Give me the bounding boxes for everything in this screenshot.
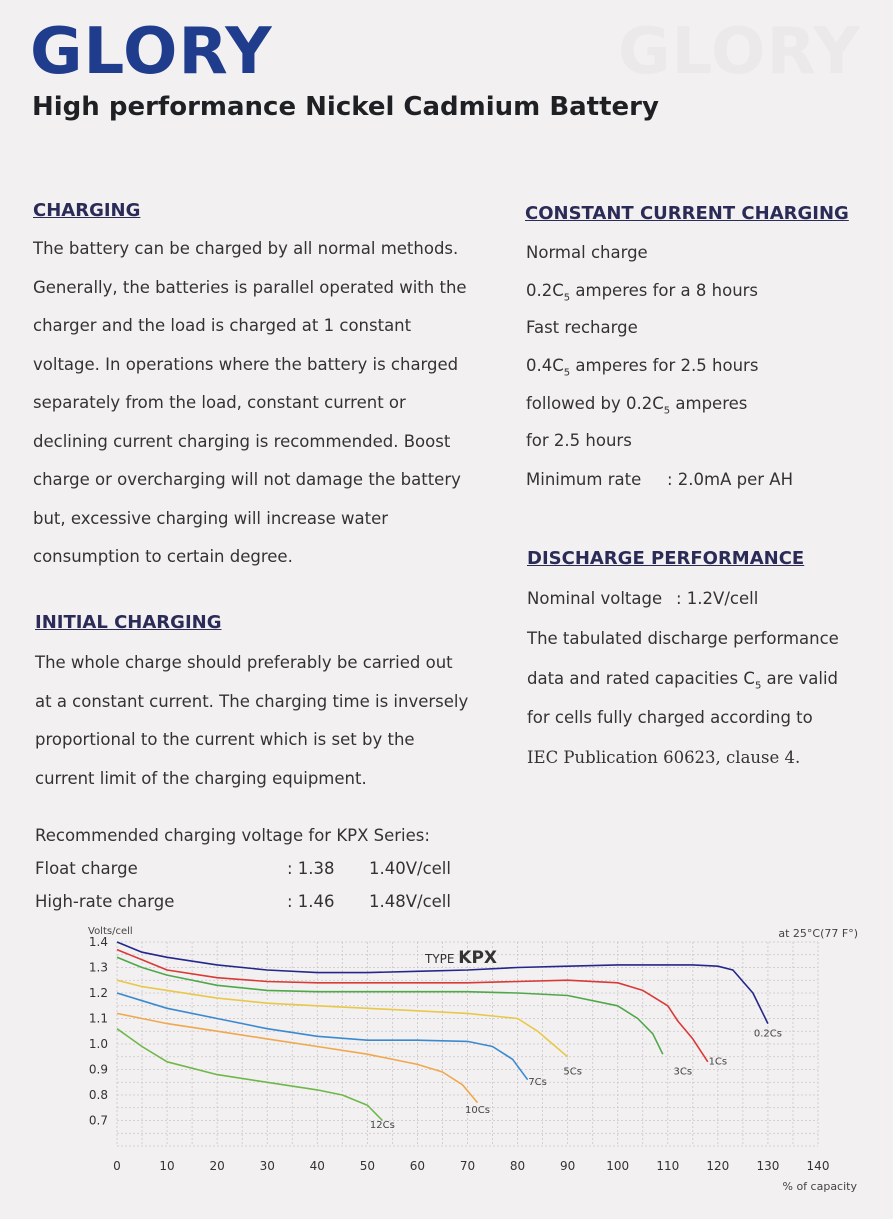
high-rate-charge-label: High-rate charge	[35, 892, 175, 911]
nominal-voltage-label: Nominal voltage	[527, 589, 663, 608]
x-tick-label: 120	[706, 1159, 730, 1173]
followed-by-line	[526, 394, 747, 416]
charging-line: consumption to certain degree.	[33, 547, 293, 566]
initial-line: The whole charge should preferably be carried out	[35, 653, 453, 672]
subscript: 5	[563, 292, 571, 304]
fast-recharge-label: Fast recharge	[526, 318, 638, 337]
y-tick-label: 1.1	[88, 1011, 108, 1026]
y-tick-label: 0.8	[88, 1088, 108, 1102]
float-charge-max: 1.40V/cell	[369, 859, 451, 878]
charging-line: Generally, the batteries is parallel operated with the	[33, 277, 467, 297]
initial-line: at a constant current. The charging time is inversely	[35, 691, 469, 711]
nominal-voltage-value: : 1.2V/cell	[676, 589, 759, 608]
y-axis-ticks	[89, 935, 108, 1128]
x-tick-label: 40	[309, 1159, 325, 1173]
rate-text: 0.2C	[526, 281, 564, 300]
high-rate-charge-min: : 1.46	[287, 892, 335, 911]
discharge-heading: DISCHARGE PERFORMANCE	[527, 548, 805, 569]
float-charge-label: Float charge	[35, 859, 138, 878]
subscript: 5	[563, 367, 571, 379]
type-label	[424, 948, 497, 968]
charging-line: The battery can be charged by all normal methods.	[33, 239, 459, 258]
discharge-line: IEC Publication 60623, clause 4.	[527, 748, 801, 767]
series-label: 7Cs	[528, 1076, 547, 1088]
series-label: 1Cs	[708, 1056, 728, 1068]
charging-line: separately from the load, constant current or	[33, 393, 406, 412]
charging-line: declining current charging is recommended. Boost	[33, 431, 451, 451]
series-label: 5Cs	[563, 1066, 582, 1078]
x-axis-ticks	[113, 1159, 829, 1173]
charging-heading: CHARGING	[33, 200, 141, 221]
discharge-line	[527, 669, 838, 691]
charging-line: charge or overcharging will not damage the battery	[33, 470, 461, 489]
x-tick-label: 10	[159, 1159, 175, 1173]
subscript: 5	[663, 405, 671, 417]
x-tick-label: 60	[409, 1159, 426, 1173]
y-tick-label: 0.7	[88, 1113, 108, 1128]
series-label: 3Cs	[673, 1066, 693, 1078]
rate-text: amperes for 2.5 hours	[570, 356, 759, 375]
y-tick-label: 1.3	[88, 960, 108, 975]
charging-paragraph	[33, 230, 467, 577]
series-line	[117, 1013, 478, 1102]
series-label: 12Cs	[369, 1120, 395, 1132]
x-tick-label: 20	[209, 1159, 225, 1173]
page-subtitle: High performance Nickel Cadmium Battery	[32, 92, 659, 122]
float-charge-min: : 1.38	[287, 859, 335, 878]
x-tick-label: 110	[656, 1159, 680, 1173]
rate-text: amperes	[670, 394, 748, 413]
initial-line: proportional to the current which is set by the	[35, 730, 415, 749]
constant-current-heading: CONSTANT CURRENT CHARGING	[525, 203, 849, 224]
rate-text: 0.4C	[526, 356, 564, 375]
x-tick-label: 100	[606, 1159, 630, 1173]
y-tick-label: 0.9	[88, 1062, 108, 1077]
rate-text: followed by 0.2C	[526, 394, 664, 413]
x-tick-label: 0	[113, 1159, 121, 1173]
y-tick-label: 1.2	[88, 986, 108, 1000]
x-tick-label: 30	[259, 1159, 275, 1173]
initial-charging-paragraph	[35, 644, 468, 798]
x-tick-label: 80	[509, 1159, 526, 1173]
series-label: 10Cs	[465, 1104, 490, 1116]
high-rate-charge-max: 1.48V/cell	[369, 892, 451, 911]
discharge-text: are valid	[761, 669, 839, 688]
normal-charge-rate	[526, 281, 758, 303]
for-hours-line: for 2.5 hours	[526, 431, 632, 450]
x-tick-label: 50	[359, 1159, 375, 1173]
discharge-chart	[0, 920, 893, 1219]
rate-text: amperes for a 8 hours	[570, 281, 759, 300]
type-name: KPX	[458, 948, 498, 968]
y-tick-label: 1.4	[88, 935, 108, 949]
discharge-text: data and rated capacities C	[527, 669, 755, 688]
x-tick-label: 140	[806, 1159, 830, 1173]
series-labels	[370, 1028, 782, 1131]
discharge-line: for cells fully charged according to	[527, 708, 813, 727]
x-tick-label: 90	[560, 1159, 576, 1173]
minimum-rate-label: Minimum rate	[526, 470, 642, 489]
charging-line: but, excessive charging will increase water	[33, 508, 389, 528]
recommended-intro: Recommended charging voltage for KPX Series:	[35, 826, 430, 845]
charging-line: voltage. In operations where the battery is charged	[33, 354, 459, 374]
charging-line: charger and the load is charged at 1 constant	[33, 316, 412, 335]
subscript: 5	[754, 680, 762, 692]
initial-line: current limit of the charging equipment.	[35, 768, 367, 788]
series-label: 0.2Cs	[753, 1028, 782, 1040]
brand-watermark: GLORY	[618, 15, 861, 89]
type-prefix: TYPE	[425, 952, 459, 966]
x-tick-label: 70	[459, 1159, 476, 1173]
normal-charge-label: Normal charge	[526, 243, 648, 262]
fast-recharge-rate	[526, 356, 758, 378]
brand-logo: GLORY	[30, 15, 273, 89]
initial-charging-heading: INITIAL CHARGING	[35, 612, 222, 633]
minimum-rate-value: : 2.0mA per AH	[667, 470, 793, 489]
discharge-line: The tabulated discharge performance	[527, 629, 839, 648]
condition-label: at 25°C(77 F°)	[778, 927, 858, 940]
y-axis-unit: Volts/cell	[88, 926, 133, 937]
x-axis-unit: % of capacity	[782, 1180, 857, 1193]
x-tick-label: 130	[756, 1159, 780, 1173]
y-tick-label: 1.0	[88, 1037, 108, 1051]
